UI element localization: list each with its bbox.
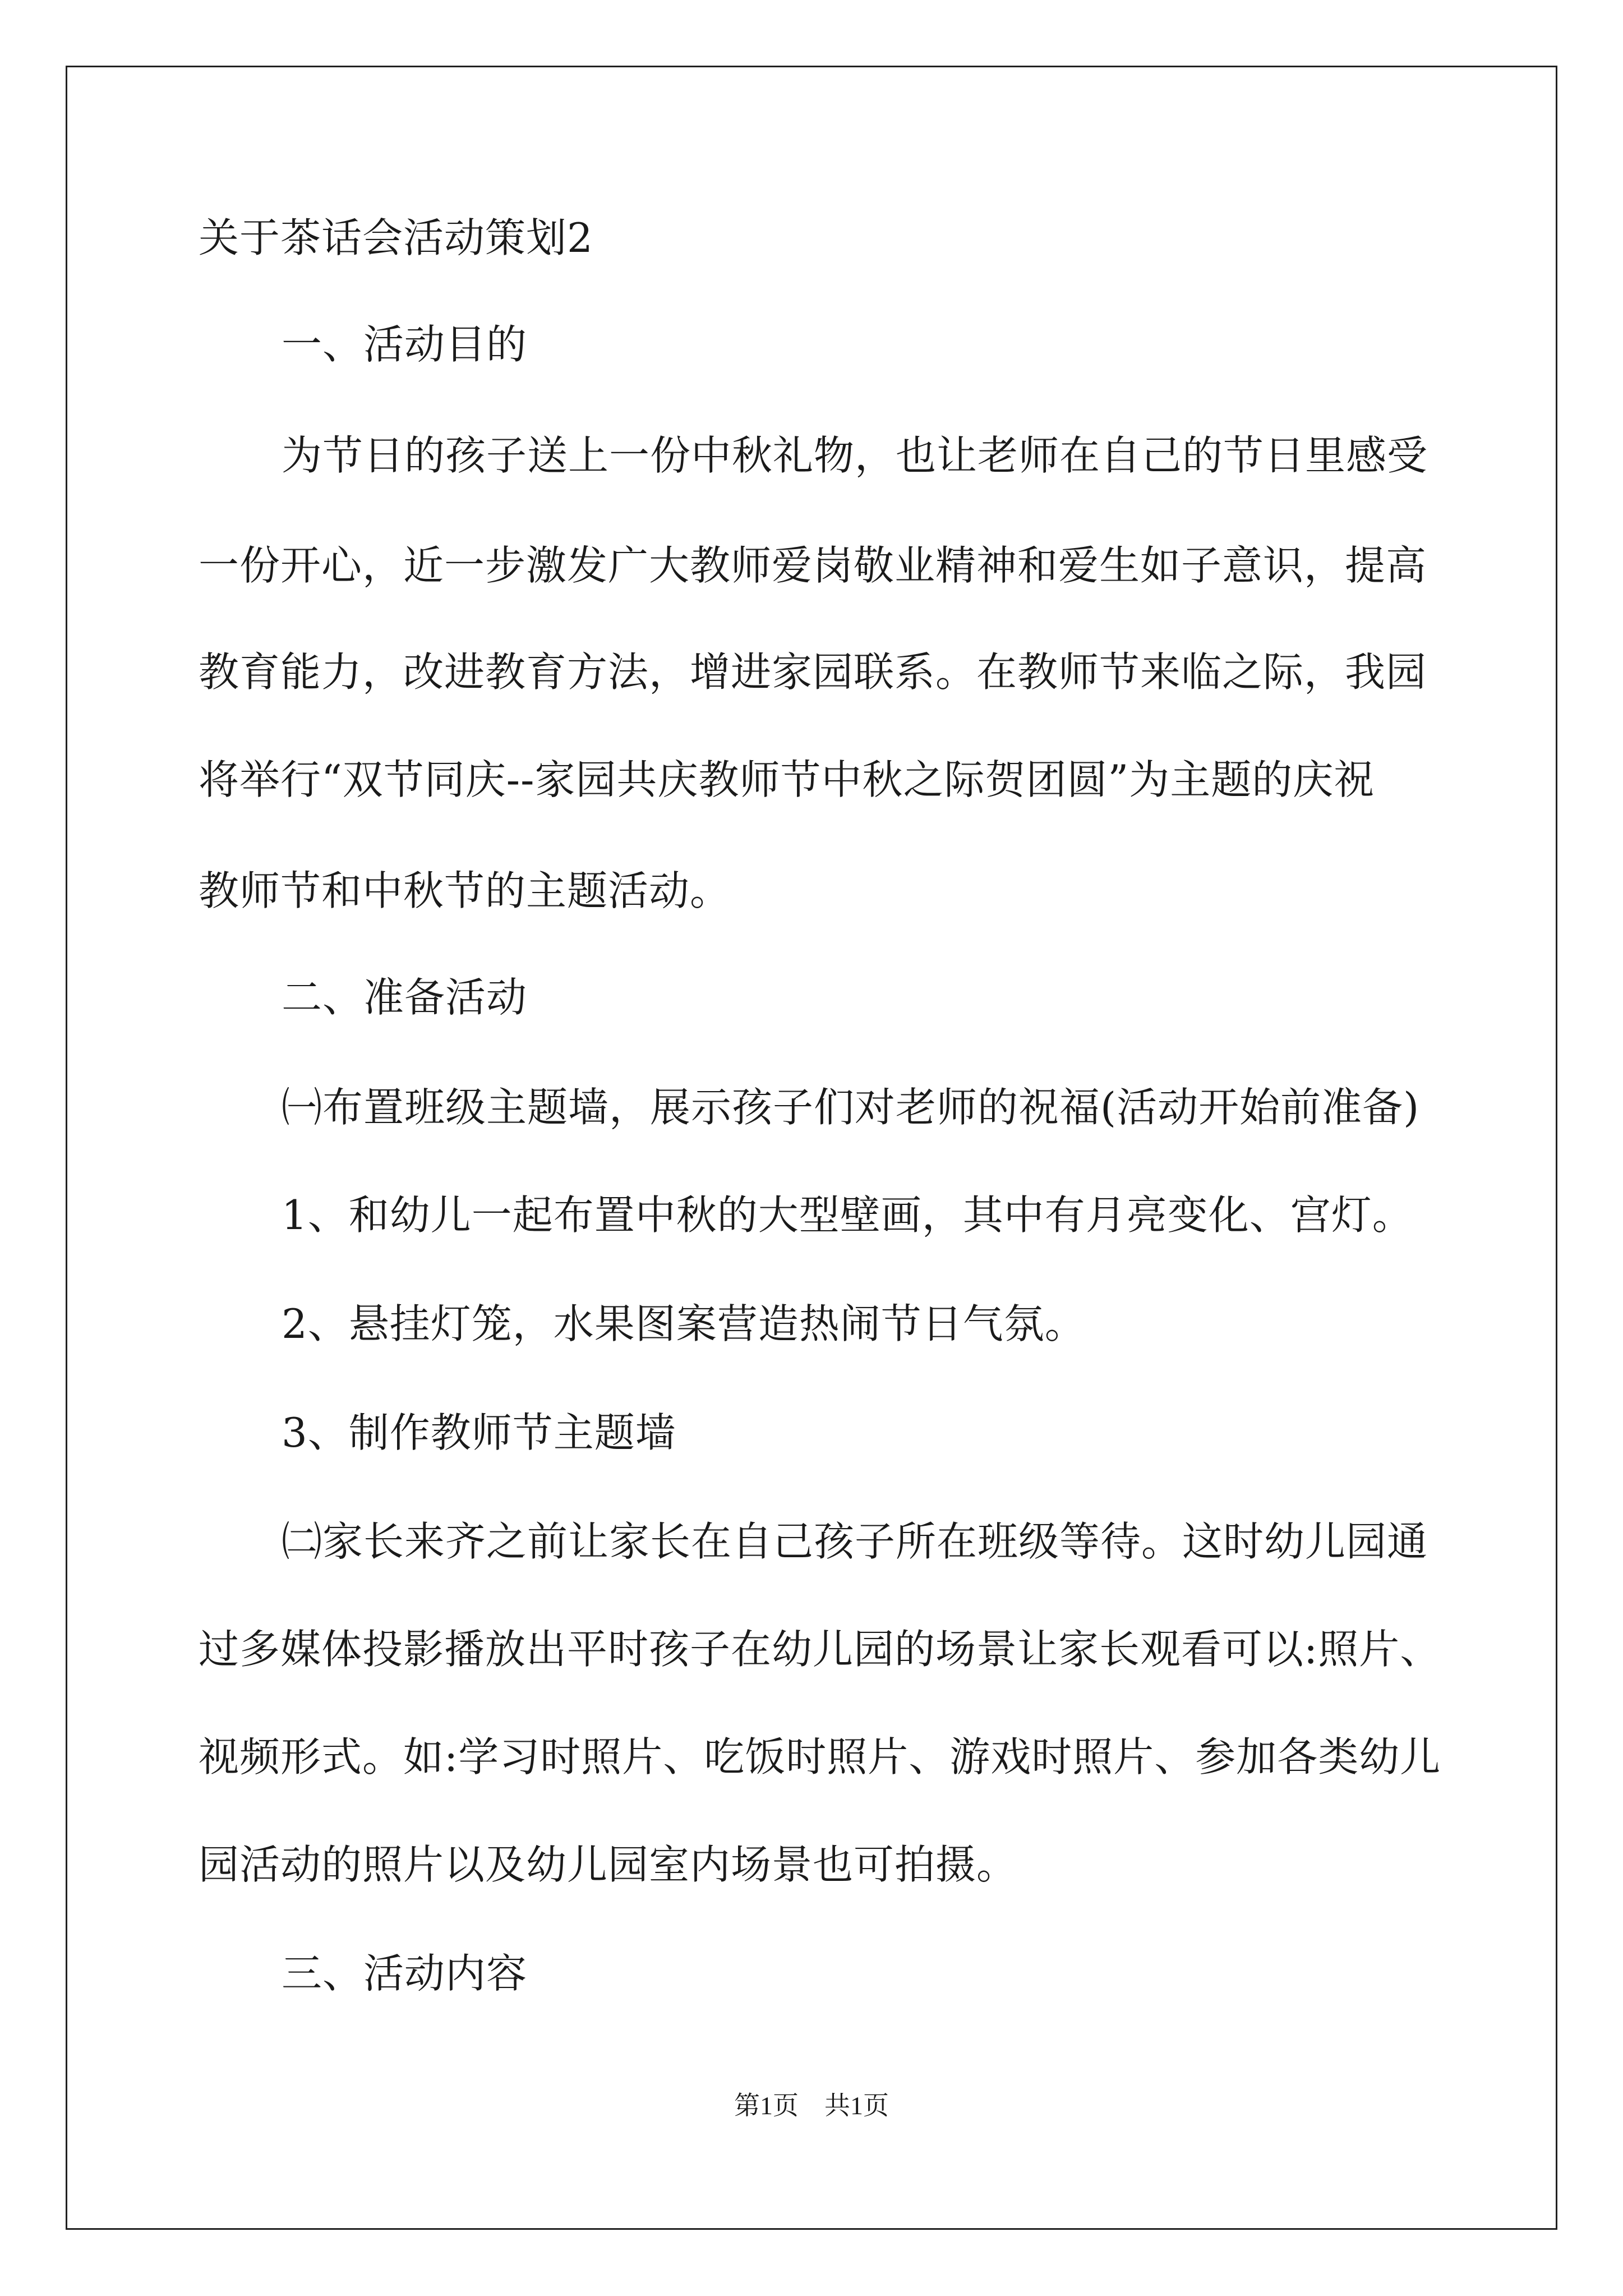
paragraph-line: 教师节和中秋节的主题活动。	[199, 867, 731, 914]
paragraph-line: 视频形式。如:学习时照片、吃饭时照片、游戏时照片、参加各类幼儿	[199, 1733, 1441, 1780]
document-title: 关于茶话会活动策划2	[199, 214, 593, 261]
paragraph-line: 为节日的孩子送上一份中秋礼物，也让老师在自己的节日里感受	[282, 432, 1428, 479]
list-item: 3、制作教师节主题墙	[282, 1409, 676, 1456]
page-border	[66, 66, 1557, 2230]
list-item: 1、和幼儿一起布置中秋的大型壁画，其中有月亮变化、宫灯。	[282, 1191, 1413, 1239]
paragraph-line: ㈠布置班级主题墙，展示孩子们对老师的祝福(活动开始前准备)	[282, 1084, 1420, 1131]
section-heading: 三、活动内容	[282, 1950, 528, 1997]
list-item: 2、悬挂灯笼，水果图案营造热闹节日气氛。	[282, 1300, 1086, 1347]
paragraph-line: ㈡家长来齐之前让家长在自己孩子所在班级等待。这时幼儿园通	[282, 1518, 1428, 1565]
paragraph-line: 一份开心，近一步激发广大教师爱岗敬业精神和爱生如子意识，提高	[199, 542, 1427, 589]
section-heading: 一、活动目的	[282, 321, 528, 368]
page-footer: 第1页 共1页	[734, 2091, 889, 2120]
paragraph-line: 过多媒体投影播放出平时孩子在幼儿园的场景让家长观看可以:照片、	[199, 1626, 1441, 1673]
paragraph-line: 教育能力，改进教育方法，增进家园联系。在教师节来临之际，我园	[199, 648, 1427, 696]
section-heading: 二、准备活动	[282, 974, 528, 1021]
paragraph-line: 园活动的照片以及幼儿园室内场景也可拍摄。	[199, 1841, 1018, 1888]
paragraph-line: 将举行“双节同庆--家园共庆教师节中秋之际贺团圆”为主题的庆祝	[199, 756, 1375, 803]
